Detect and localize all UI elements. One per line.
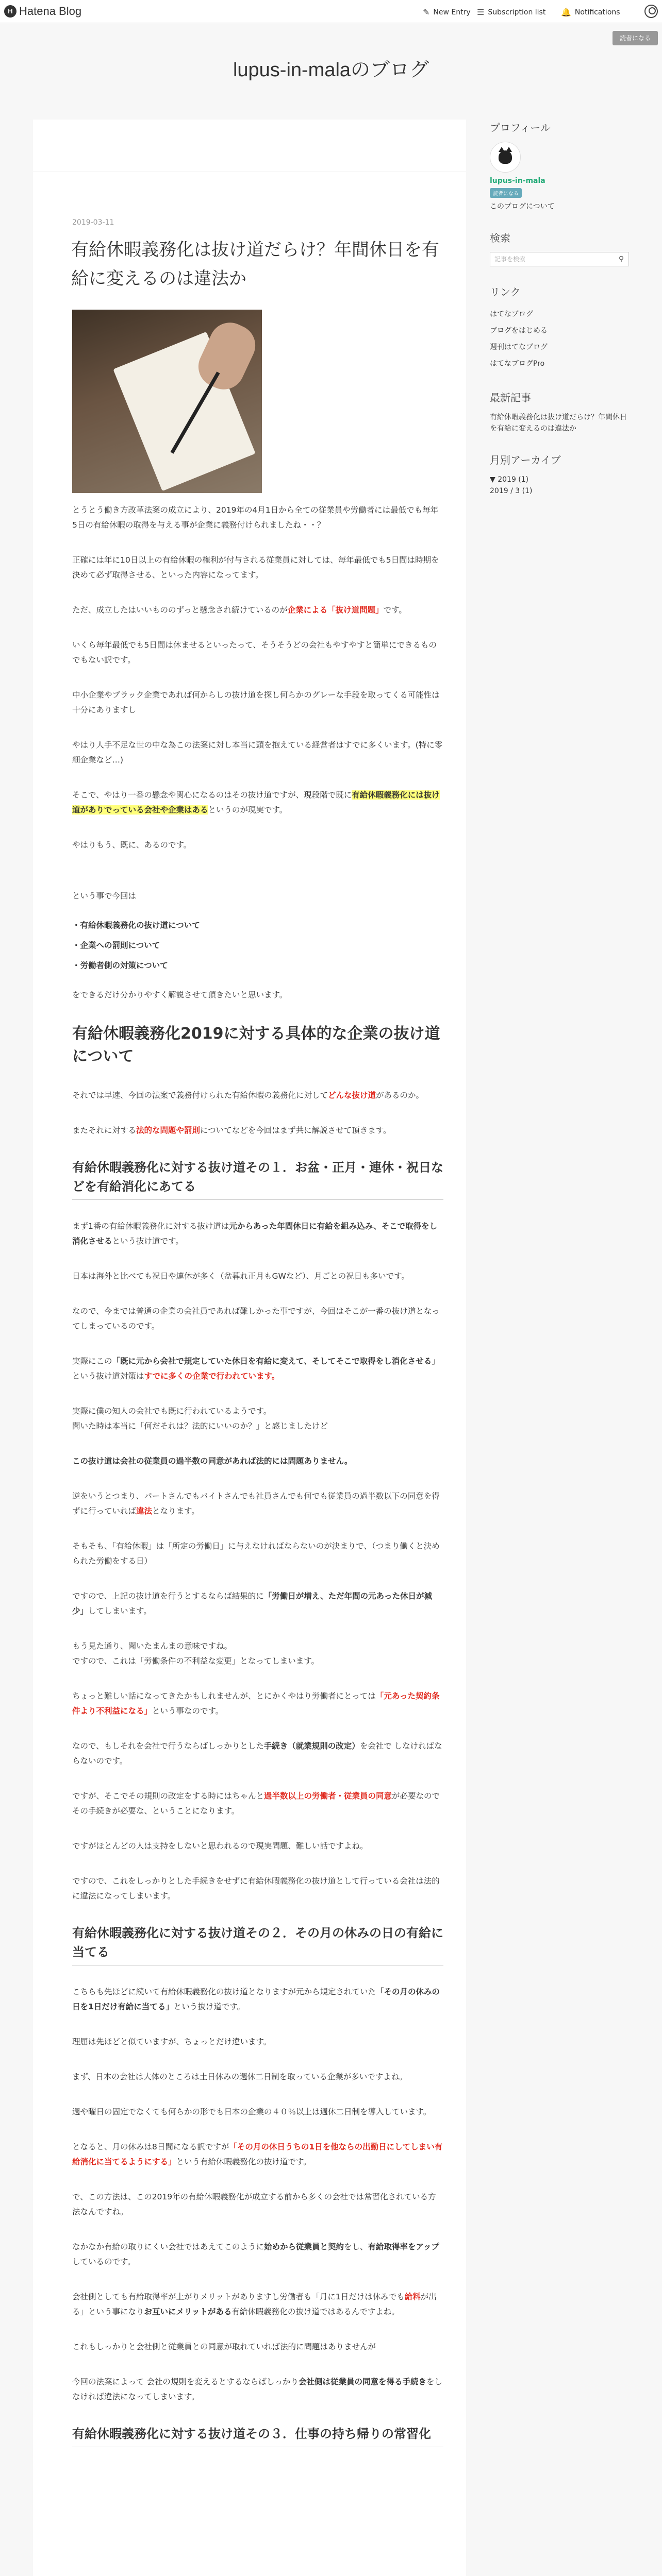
paragraph: 逆をいうとつまり、パートさんでもバイトさんでも社員さんでも何でも従業員の過半数以下の同意を得ずに行っていれば違法となります。 — [72, 1492, 440, 1516]
archive-heading: 月別アーカイブ — [490, 454, 561, 466]
logo-text: Hatena Blog — [19, 5, 82, 18]
paragraph: そもそも、「有給休暇」は「所定の労働日」に与えなければならないのが決まりで、（つまり働くと決められた労働をする日） — [72, 1541, 440, 1566]
emphasis-red: 企業による「抜け道問題」 — [287, 605, 384, 615]
links-module — [490, 284, 629, 372]
links-heading: リンク — [490, 286, 521, 298]
paragraph: 今回の法案によって 会社の規則を変えるとするならばしっかり会社側は従業員の同意を得る手続きをしなければ違法になってしまいます。 — [72, 2377, 442, 2401]
blog-title[interactable]: lupus-in-malaのブログ — [233, 59, 429, 81]
archive-year[interactable]: ▼ 2019 (1) — [490, 476, 529, 484]
paragraph: となると、月の休みは8日間になる訳ですが「その月の休日うちの1日を他ならの出勤日にしてしまい有給消化に当てるようにする」という有給休暇義務化の抜け道です。 — [72, 2142, 443, 2166]
paragraph: やはりもう、既に、あるのです。 — [72, 840, 192, 850]
archive-module — [490, 452, 629, 497]
paragraph: 実際にこの「既に元から会社で規定していた休日を有給に変えて、そしてそこで取得をし消化させる」という抜け道対策はすでに多くの企業で行われています。 — [72, 1357, 440, 1381]
paragraph: やはり人手不足な世の中な為この法案に対し本当に頭を抱えている経営者はすでに多くいます。(特に零細企業など…) — [72, 740, 443, 765]
paragraph: ですので、これは「労働条件の不利益な変更」となってしまいます。 — [72, 1656, 319, 1666]
post-image — [72, 310, 262, 493]
paragraph: という事で今回は — [72, 891, 137, 901]
list-item: ・労働者側の対策について — [72, 961, 168, 970]
paragraph: なので、今までは普通の企業の会社員であれば難しかった事ですが、今回はそこが一番の抜け道となってしまっているのです。 — [72, 1307, 440, 1331]
paragraph: 理屈は先ほどと似ていますが、ちょっとだけ違います。 — [72, 2037, 272, 2046]
notifications-link[interactable] — [561, 7, 620, 17]
pencil-icon: ✎ — [423, 7, 430, 17]
post-title[interactable]: 有給休暇義務化は抜け道だらけ？年間休日を有給に変えるのは違法か — [71, 240, 439, 289]
paragraph: それでは早速、今回の法案で義務付けられた有給休暇の義務化に対してどんな抜け道があるのか。 — [72, 1091, 424, 1100]
subsection-heading: 有給休暇義務化に対する抜け道その２．その月の休みの日の有給に当てる — [72, 1924, 443, 1965]
search-module — [490, 230, 629, 266]
subscription-label: Subscription list — [488, 8, 546, 16]
emphasis-red: 「その月の休日うちの1日を他ならの出勤日にしてしまい有給消化に当てるようにする」 — [72, 2142, 443, 2166]
search-box — [490, 252, 629, 266]
paragraph: なかなか有給の取りにくい会社ではあえてこのように始めから従業員と契約をし、有給取得率をアップしているのです。 — [72, 2242, 439, 2266]
emphasis-red: すでに多くの企業で行われています。 — [144, 1371, 280, 1381]
list-item: ・企業への罰則について — [72, 941, 160, 950]
subscription-link[interactable] — [477, 7, 545, 17]
recent-heading: 最新記事 — [490, 392, 531, 404]
paragraph: ただ、成立したはいいもののずっと懸念され続けているのが企業による「抜け道問題」です。 — [72, 605, 407, 615]
emphasis-red: 「元あった契約条件より不利益になる」 — [72, 1691, 440, 1716]
subsection-heading: 有給休暇義務化に対する抜け道その１．お盆・正月・連休・祝日などを有給消化にあてる — [72, 1158, 443, 1200]
recent-post-link[interactable]: 有給休暇義務化は抜け道だらけ？年間休日を有給に変えるのは違法か — [490, 413, 627, 433]
paragraph: をできるだけ分かりやすく解説させて頂きたいと思います。 — [72, 990, 288, 999]
subsection-heading: 有給休暇義務化に対する抜け道その３．仕事の持ち帰りの常習化 — [72, 2425, 443, 2447]
paragraph: こちらも先ほどに続いて有給休暇義務化の抜け道となりますが元から規定されていた「その月の休みの日を1日だけ有給に当てる」という抜け道です。 — [72, 1987, 440, 2011]
paragraph: まず1番の有給休暇義務化に対する抜け道は元からあった年間休日に有給を組み込み、そこで取得をし消化させるという抜け道です。 — [72, 1222, 438, 1246]
sidebar-link[interactable]: はてなブログPro — [490, 360, 545, 368]
paragraph: 中小企業やブラック企業であれば何からしの抜け道を探し何らかのグレーな手段を取ってくる可能性は十分にありますし — [72, 690, 440, 715]
emphasis-red: 違法 — [136, 1506, 153, 1516]
ad-area — [33, 120, 466, 172]
paragraph: この抜け道は会社の従業員の過半数の同意があれば法的には問題ありません。 — [72, 1456, 353, 1466]
paragraph: とうとう働き方改革法案の成立により、2019年の4月1日から全ての従業員や労働者には最低でも毎年5日の有給休暇の取得を与える事が企業に義務付けられましたね・・？ — [72, 505, 439, 530]
paragraph: 日本は海外と比べても祝日や連休が多く（盆暮れ正月もGWなど）、月ごとの祝日も多いです。 — [72, 1272, 409, 1281]
highlight: 有給休暇義務化には抜け道がありでっている会社や企業はある — [72, 790, 440, 815]
emphasis-red: 過半数以上の労働者・従業員の同意 — [264, 1791, 392, 1801]
bell-icon: 🔔 — [561, 7, 571, 17]
list-item: ・有給休暇義務化の抜け道について — [72, 921, 200, 930]
paragraph: ですが、そこでその規則の改定をする時にはちゃんと過半数以上の労働者・従業員の同意が必要なのでその手続きが必要な、ということになります。 — [72, 1791, 440, 1816]
paragraph: ちょっと難しい話になってきたかもしれませんが、とにかくやはり労働者にとっては「元あった契約条件より不利益になる」という事なのです。 — [72, 1691, 440, 1716]
paragraph: 正確には年に10日以上の有給休暇の権利が付与される従業員に対しては、毎年最低でも5日間は時期を決めて必ず取得させる、といった内容になってます。 — [72, 555, 439, 580]
reader-badge[interactable]: 読者になる — [490, 188, 522, 198]
emphasis-red: 法的な問題や罰則 — [136, 1126, 201, 1135]
subscribe-button[interactable]: 読者になる — [613, 31, 658, 45]
sidebar-link[interactable]: 週刊はてなブログ — [490, 343, 548, 351]
sidebar-link[interactable]: ブログをはじめる — [490, 327, 548, 335]
paragraph: またそれに対する法的な問題や罰則についてなどを今回はまず共に解説させて頂きます。 — [72, 1126, 391, 1135]
notifications-label: Notifications — [574, 8, 620, 16]
hatena-logo-icon: H — [4, 5, 16, 18]
archive-month[interactable]: 2019 / 3 (1) — [490, 487, 533, 495]
paragraph: ですので、これをしっかりとした手続きをせずに有給休暇義務化の抜け道として行っている会社は法的に違法になってしまいます。 — [72, 1876, 440, 1901]
article-body — [72, 503, 443, 2466]
paragraph: まず、日本の会社は大体のところは土日休みの週休二日制を取っている企業が多いですよね。 — [72, 2072, 407, 2081]
section-heading: 有給休暇義務化2019に対する具体的な企業の抜け道について — [72, 1025, 440, 1065]
about-link[interactable]: このブログについて — [490, 202, 555, 211]
paragraph: なので、もしそれを会社で行うならばしっかりとした手続き（就業規則の改定）を会社で しなければならないのです。 — [72, 1741, 442, 1766]
paragraph: 会社側としても有給取得率が上がりメリットがありますし労働者も「月に1日だけは休みでも給料が出る」という事になりお互いにメリットがある有給休暇義務化の抜け道ではあるんですよね。 — [72, 2292, 437, 2316]
paragraph: ですがほとんどの人は支持をしないと思われるので現実問題、難しい話ですよね。 — [72, 1841, 368, 1851]
paragraph: 週や曜日の固定でなくても何らかの形でも日本の企業の４０％以上は週休二日制を導入しています。 — [72, 2107, 432, 2116]
user-menu-icon[interactable] — [644, 5, 658, 18]
paragraph: もう見た通り、聞いたまんまの意味ですね。 — [72, 1641, 233, 1651]
paragraph: で、この方法は、この2019年の有給休暇義務化が成立する前から多くの会社では常習化されている方法なんですね。 — [72, 2192, 436, 2216]
paragraph: 実際に僕の知人の会社でも既に行われているようです。 — [72, 1406, 272, 1416]
search-input[interactable]: 記事を検索 — [494, 256, 526, 263]
article-container — [33, 120, 466, 2576]
new-entry-link[interactable] — [423, 7, 471, 17]
post-date[interactable]: 2019-03-11 — [72, 218, 114, 227]
paragraph: 聞いた時は本当に「何だそれは？法的にいいのか？」と感じましたけど — [72, 1421, 328, 1431]
paragraph: これもしっかりと会社側と従業員との同意が取れていれば法的に問題はありませんが — [72, 2342, 376, 2351]
paragraph: そこで、やはり一番の懸念や関心になるのはその抜け道ですが、現段階で既に有給休暇義務化には抜け道がありでっている会社や企業はあるというのが現実です。 — [72, 790, 440, 815]
recent-posts-module — [490, 389, 629, 434]
profile-heading: プロフィール — [490, 122, 551, 134]
paragraph: ですので、上記の抜け道を行うとするならば結果的に「労働日が増え、ただ年間の元あった休日が減少」してしまいます。 — [72, 1591, 432, 1616]
search-heading: 検索 — [490, 232, 510, 244]
sidebar — [490, 120, 629, 514]
emphasis-red: 給料 — [404, 2292, 421, 2301]
new-entry-label: New Entry — [433, 8, 471, 16]
profile-username[interactable]: lupus-in-mala — [490, 177, 545, 185]
hatena-logo[interactable] — [4, 5, 81, 18]
reader-icon: ☰ — [477, 7, 485, 17]
paragraph: いくら毎年最低でも5日間は休ませるといったって、そうそうどの会社もやすやすと簡単にできるものでもない訳です。 — [72, 640, 437, 665]
sidebar-link[interactable]: はてなブログ — [490, 310, 533, 318]
cat-icon — [499, 150, 512, 164]
avatar[interactable] — [490, 142, 521, 173]
emphasis-red: どんな抜け道 — [328, 1091, 376, 1100]
profile-module — [490, 120, 629, 212]
search-icon[interactable]: ⚲ — [618, 255, 624, 263]
global-header — [0, 0, 662, 23]
